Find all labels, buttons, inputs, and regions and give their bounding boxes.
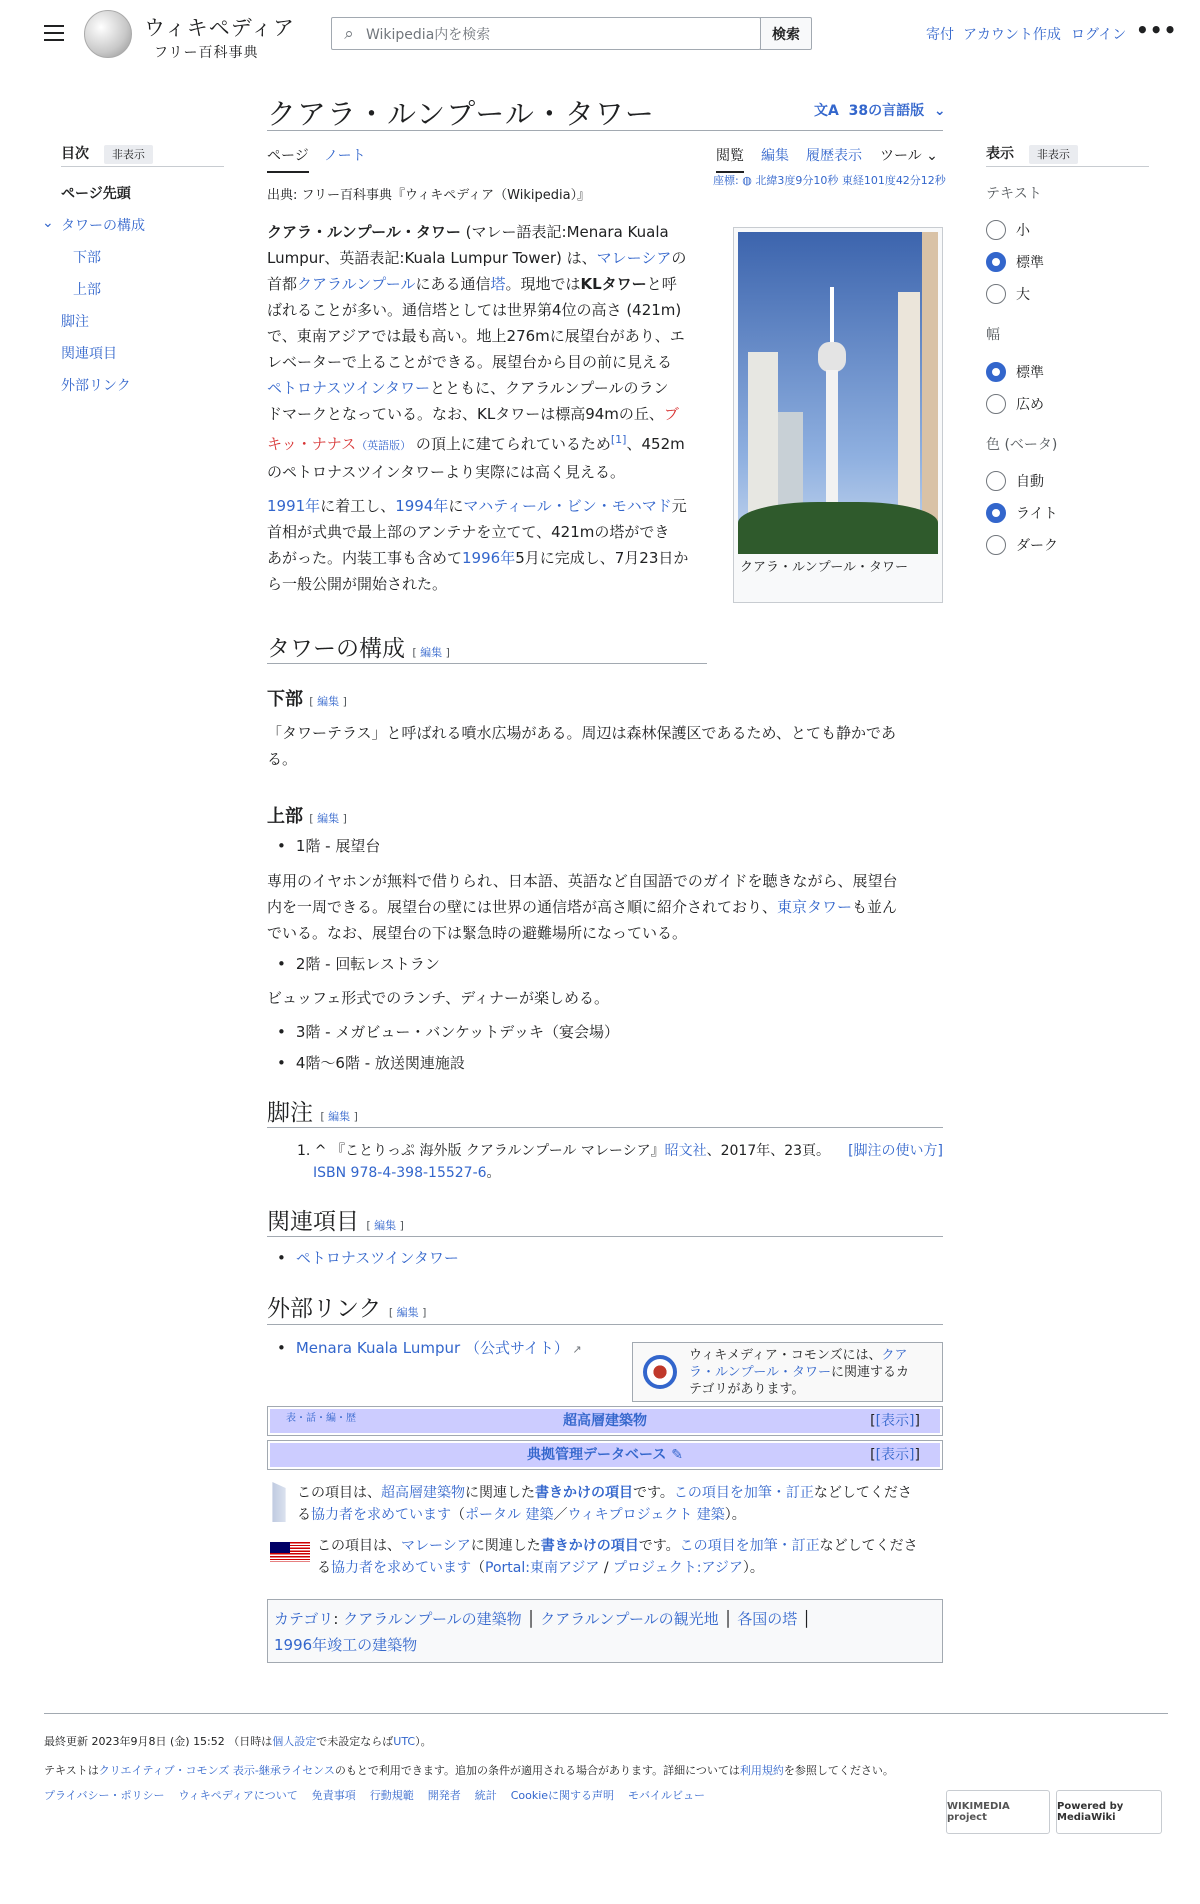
lower-text: 「タワーテラス」と呼ばれる噴水広場がある。周辺は森林保護区であるため、とても静かであ る。 [267,724,896,768]
heading-lower: 下部 [ 編集 ] [267,689,347,710]
list-item: • 3階 - メガビュー・バンケットデッキ（宴会場） [277,1021,619,1042]
panel-divider [986,166,1149,167]
login-link[interactable]: ログイン [1071,27,1127,43]
link-kl[interactable]: クアラルンプール [297,275,416,293]
stub-notice-2: この項目は、マレーシアに関連した書きかけの項目です。この項目を加筆・訂正などしてくださ る協力者を求めています（Portal:東南アジア / プロジェクト:アジア）。 [317,1538,918,1576]
history-paragraph: 1991年に着工し、1994年にマハティール・ビン・モハマド元 首相が式典で最上部のアンテナを立てて、421mの塔ができ あがった。内装工事も含めて1996年5月に完成し、7月23日か ら一般公開が開始された。 [267,497,689,593]
stub-link[interactable]: ポータル 建築 [465,1507,554,1523]
list-item: • 1階 - 展望台 [277,835,380,856]
stub-link[interactable]: 協力者を求めています [331,1560,471,1576]
navbox-title[interactable]: 超高層建築物 [563,1413,647,1429]
donate-link[interactable]: 寄付 [926,27,954,43]
pencil-icon[interactable]: ✎ [671,1447,683,1463]
toc-item-composition[interactable]: タワーの構成 [61,218,145,234]
mediawiki-badge[interactable]: Powered by MediaWiki [1056,1790,1162,1834]
tab-edit[interactable]: 編集 [761,148,789,164]
link-official-site[interactable]: Menara Kuala Lumpur （公式サイト） ↗ [296,1339,582,1357]
infobox [733,227,943,603]
navbox-skyscrapers [267,1406,943,1436]
footer-link[interactable]: クリエイティブ・コモンズ 表示-継承ライセンス [98,1764,335,1777]
ref-1[interactable]: [1] [610,433,627,446]
divider [267,1324,943,1325]
link-mahathir[interactable]: マハティール・ビン・モハマド [463,497,672,515]
footer-link[interactable]: モバイルビュー [628,1789,706,1802]
footer-link[interactable]: プライバシー・ポリシー [44,1789,165,1802]
radio-width-wide[interactable]: 広め [986,394,1044,414]
footer-link[interactable]: 統計 [474,1789,497,1802]
footnote-1: 1. ^ 『ことりっぷ 海外版 クアラルンプール マレーシア』昭文社、2017年、23頁。 [脚注の使い方] ISBN 978-4-398-15527-6。 [297,1140,943,1184]
link-1996[interactable]: 1996年 [462,549,516,567]
footer-links [44,1787,705,1803]
infobox-caption: クアラ・ルンプール・タワー [740,560,909,575]
license-text: テキストはクリエイティブ・コモンズ 表示-継承ライセンスのもとで利用できます。追加の条件が適用される場合があります。詳細については利用規約を参照してください。 [44,1764,894,1777]
malaysia-flag-icon [270,1542,310,1562]
stub-link[interactable]: ウィキプロジェクト 建築 [567,1507,725,1523]
label-text: テキスト [986,186,1042,202]
radio-color-auto[interactable]: 自動 [986,471,1044,491]
label-width: 幅 [986,327,1000,343]
main-menu-button[interactable] [44,25,64,41]
divider [267,1236,943,1237]
navbox-authority [267,1440,943,1470]
stub-link[interactable]: この項目を加筆・訂正 [679,1538,820,1554]
edit-composition[interactable]: 編集 [420,646,443,659]
footer-link[interactable]: 免責事項 [311,1789,356,1802]
navbox-title[interactable]: 典拠管理データベース [527,1447,667,1463]
tab-history[interactable]: 履歴表示 [806,148,862,164]
link-tokyo-tower[interactable]: 東京タワー [777,898,853,916]
link-tower[interactable]: 塔 [490,275,506,293]
language-button[interactable]: 文A 38の言語版 ⌄ [814,103,946,119]
toc-divider [61,166,224,167]
toc-hide-button[interactable]: 非表示 [104,145,153,164]
footer-link[interactable]: Cookieに関する声明 [510,1789,615,1802]
list-item [277,1337,582,1358]
label-color: 色 (ベータ) [986,437,1058,453]
navbox-toggle[interactable]: [[表示]] [870,1413,920,1429]
wikimedia-badge[interactable]: WIKIMEDIA project [946,1790,1050,1834]
toc-chevron-icon[interactable]: ⌄ [42,215,54,231]
category-link[interactable]: 各国の塔 [737,1610,798,1628]
wikipedia-logo[interactable] [84,10,132,58]
footer-link[interactable]: 行動規範 [369,1789,414,1802]
radio-text-standard[interactable]: 標準 [986,252,1044,272]
edit-notes[interactable]: 編集 [328,1110,351,1123]
heading-notes: 脚注 [ 編集 ] [267,1100,358,1126]
isbn-link[interactable]: ISBN 978-4-398-15527-6 [313,1165,487,1181]
page-title: クアラ・ルンプール・タワー [267,97,655,131]
stub-link[interactable]: プロジェクト:アジア [613,1560,743,1576]
stub-link[interactable]: 書きかけの項目 [540,1538,639,1554]
skyscraper-stub-icon [268,1482,290,1522]
stub-link[interactable]: この項目を加筆・訂正 [673,1485,814,1501]
toc-item-lower[interactable]: 下部 [73,250,101,266]
list-item: • 4階〜6階 - 放送関連施設 [277,1052,465,1073]
source-line: 出典: フリー百科事典『ウィキペディア（Wikipedia）』 [267,188,591,203]
appearance-hide-button[interactable]: 非表示 [1029,145,1078,164]
list-item: • 2階 - 回転レストラン [277,953,440,974]
heading-related: 関連項目 [ 編集 ] [267,1209,404,1235]
radio-text-large[interactable]: 大 [986,284,1030,304]
tab-tools[interactable]: ツール ⌄ [880,148,938,164]
footer-link[interactable]: ウィキペディアについて [178,1789,298,1802]
search-input[interactable]: ⌕ Wikipedia内を検索 [331,17,761,50]
intro-paragraph: クアラ・ルンプール・タワー (マレー語表記:Menara Kuala Lumpur、英語表記:Kuala Lumpur Tower) は、マレーシアの 首都クアラルンプールにある通信塔。現地ではKLタワーと呼 ばれることが多い。通信塔としては世界第4位の高さ (421m) で、東南アジアでは最も高い。地上276mに展望台があり、エ レベーターで上ることができる。展望台から目の前に見える ペトロナスツインタワーとともに、クアラルンプールのラン ドマークとなっている。なお、KLタワーは標高94mの丘、ブ キッ・ナナス（英語版） の頂上に建てられているため[1]、452m のペトロナスツインタワーより実際には高く見える。 [267,223,687,481]
toc-item-top[interactable]: ページ先頭 [61,186,131,202]
tab-read[interactable]: 閲覧 [716,145,744,173]
footer-link[interactable]: UTC [393,1735,416,1748]
radio-text-small[interactable]: 小 [986,220,1030,240]
category-link[interactable]: 1996年竣工の建築物 [274,1636,418,1654]
footer-link[interactable]: 開発者 [427,1789,461,1802]
footnote-help-link[interactable]: [脚注の使い方] [848,1143,943,1159]
site-title[interactable]: ウィキペディア フリー百科事典 [144,16,296,61]
radio-width-standard[interactable]: 標準 [986,362,1044,382]
link-1994[interactable]: 1994年 [395,497,449,515]
link-publisher[interactable]: 昭文社 [664,1143,707,1159]
search-icon: ⌕ [344,23,354,44]
translate-icon: 文A [814,103,839,119]
link-1991[interactable]: 1991年 [267,497,321,515]
stub-link[interactable]: 超高層建築物 [381,1485,465,1501]
upper-text-2: ビュッフェ形式でのランチ、ディナーが楽しめる。 [267,989,610,1007]
stub-link[interactable]: Portal:東南アジア [485,1560,600,1576]
coordinates[interactable]: 座標: ◍ 北緯3度9分10秒 東経101度42分12秒 [713,174,946,187]
radio-color-dark[interactable]: ダーク [986,535,1058,555]
tab-page[interactable]: ページ [267,145,309,173]
stub-link[interactable]: 書きかけの項目 [535,1485,633,1501]
globe-icon: ◍ [742,174,752,187]
last-updated: 最終更新 2023年9月8日 (金) 15:52 （日時は個人設定で未設定ならばUTC）。 [44,1735,432,1748]
footer-link[interactable]: 利用規約 [739,1764,784,1777]
edit-lower[interactable]: 編集 [317,695,340,708]
stub-link[interactable]: 協力者を求めています [311,1507,451,1523]
toc-item-external[interactable]: 外部リンク [61,378,131,394]
link-bukit-red[interactable]: ブ [663,405,679,423]
stub-notice-1: この項目は、超高層建築物に関連した書きかけの項目です。この項目を加筆・訂正などしてくださ る協力者を求めています（ポータル 建築／ウィキプロジェクト 建築）。 [297,1485,912,1523]
toc-title: 目次 非表示 [61,143,153,163]
appearance-title: 表示 非表示 [986,143,1078,163]
heading-external: 外部リンク [ 編集 ] [267,1296,427,1322]
link-malaysia[interactable]: マレーシア [596,249,672,267]
create-account-link[interactable]: アカウント作成 [963,27,1061,43]
link-english-version[interactable]: （英語版） [356,439,412,452]
link-bukit-nanas[interactable]: キッ・ナナス [267,435,357,453]
divider [267,1127,943,1128]
commons-link-2[interactable]: ラ・ルンプール・タワー [689,1365,832,1380]
radio-color-light[interactable]: ライト [986,503,1058,523]
category-box: カテゴリ: クアラルンプールの建築物 │ クアラルンプールの観光地 │ 各国の塔 │ 1996年竣工の建築物 [267,1599,943,1663]
tower-photo[interactable] [738,232,938,554]
stub-link[interactable]: マレーシア [401,1538,471,1554]
edit-upper[interactable]: 編集 [317,812,340,825]
link-petronas-related[interactable]: ペトロナスツインタワー [295,1249,459,1267]
more-menu-icon[interactable]: ••• [1136,18,1178,42]
list-item [277,1247,459,1268]
link-petronas[interactable]: ペトロナスツインタワー [267,379,431,397]
tab-talk[interactable]: ノート [324,148,366,164]
footer-link[interactable]: 個人設定 [272,1735,317,1748]
heading-upper: 上部 [ 編集 ] [267,806,347,827]
commons-link[interactable]: クア [881,1348,908,1363]
toc-item-upper[interactable]: 上部 [73,282,101,298]
search-button[interactable]: 検索 [760,17,812,50]
upper-text-1: 専用のイヤホンが無料で借りられ、日本語、英語など自国語でのガイドを聴きながら、展望台 内を一周できる。展望台の壁には世界の通信塔が高さ順に紹介されており、東京タワーも並ん でいる。なお、展望台の下は緊急時の避難場所になっている。 [267,872,898,942]
toc-item-notes[interactable]: 脚注 [61,314,89,330]
footer-divider [44,1713,1168,1714]
navbox-toggle[interactable]: [[表示]] [870,1447,920,1463]
commons-icon [643,1355,677,1389]
divider [267,663,707,664]
vte-links[interactable]: 表・話・編・歴 [286,1413,356,1424]
toc-item-related[interactable]: 関連項目 [61,346,117,362]
title-divider [267,130,943,131]
edit-external[interactable]: 編集 [396,1306,419,1319]
commons-box: ウィキメディア・コモンズには、クア ラ・ルンプール・タワーに関連するカ テゴリがあります。 [632,1342,943,1402]
heading-composition: タワーの構成 [ 編集 ] [267,636,450,662]
edit-related[interactable]: 編集 [374,1219,397,1232]
categories-link[interactable]: カテゴリ [274,1610,334,1628]
category-link[interactable]: クアラルンプールの建築物 [343,1610,522,1628]
category-link[interactable]: クアラルンプールの観光地 [540,1610,719,1628]
